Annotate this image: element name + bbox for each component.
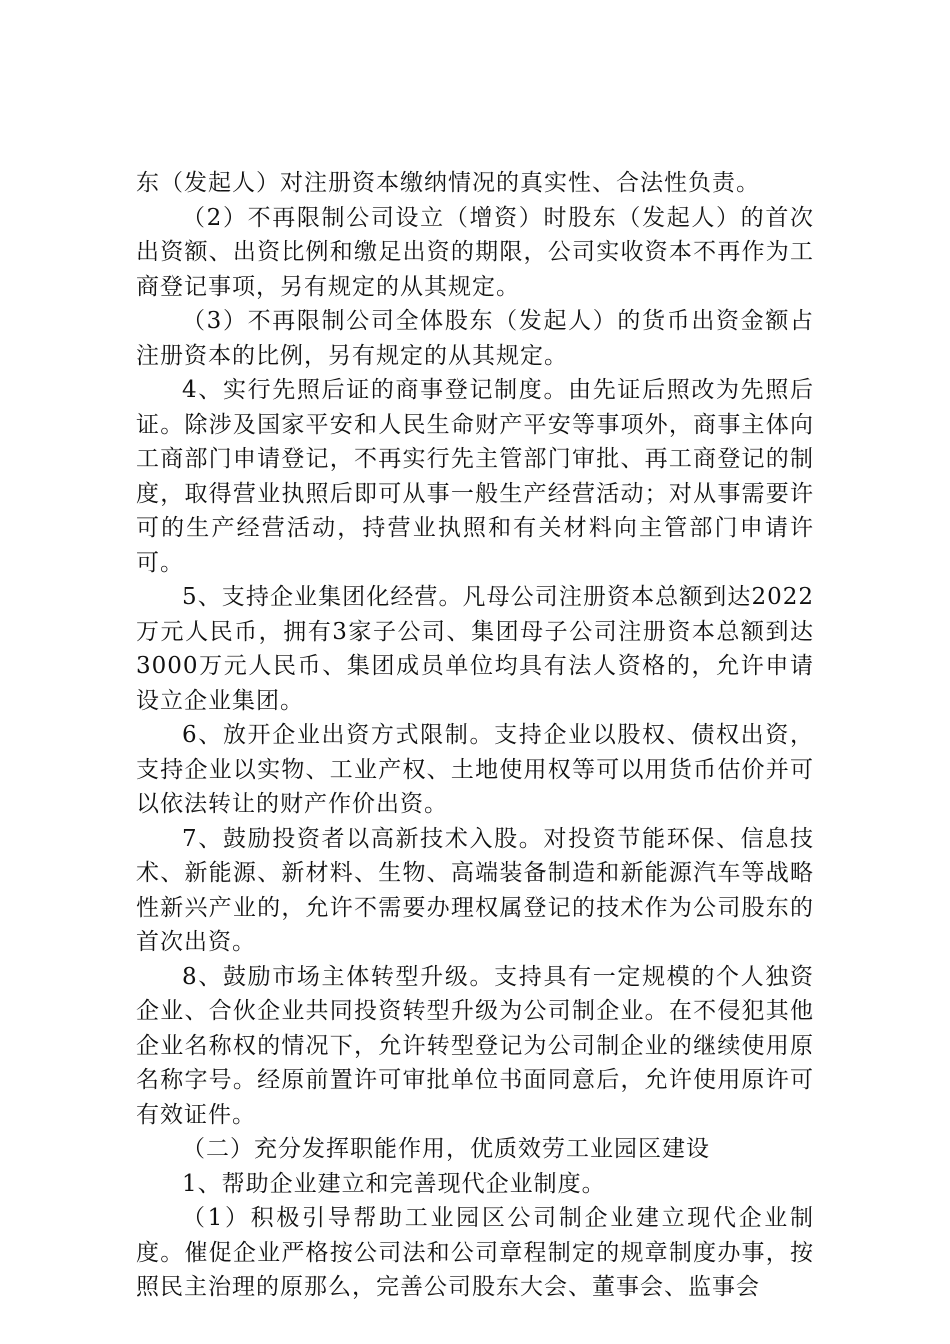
paragraph-subitem-1: （1）积极引导帮助工业园区公司制企业建立现代企业制度。催促企业严格按公司法和公司章程制定的规章制度办事，按照民主治理的原那么，完善公司股东大会、董事会、监事会 [136,1205,814,1300]
paragraph-section-8: 8、鼓励市场主体转型升级。支持具有一定规模的个人独资企业、合伙企业共同投资转型升级为公司制企业。在不侵犯其他企业名称权的情况下，允许转型登记为公司制企业的继续使用原名称字号。经原前置许可审批单位书面同意后，允许使用原许可有效证件。 [136,963,814,1128]
paragraph-section-6: 6、放开企业出资方式限制。支持企业以股权、债权出资，支持企业以实物、工业产权、土地使用权等可以用货币估价并可以依法转让的财产作价出资。 [136,722,814,817]
paragraph-item-2: （2）不再限制公司设立（增资）时股东（发起人）的首次出资额、出资比例和缴足出资的期限，公司实收资本不再作为工商登记事项，另有规定的从其规定。 [136,204,814,300]
document-body [136,166,814,1305]
paragraph-section-7: 7、鼓励投资者以高新技术入股。对投资节能环保、信息技术、新能源、新材料、生物、高端装备制造和新能源汽车等战略性新兴产业的，允许不需要办理权属登记的技术作为公司股东的首次出资。 [136,825,814,955]
subsection-heading-1: 1、帮助企业建立和完善现代企业制度。 [182,1170,606,1197]
paragraph-continuation: 东（发起人）对注册资本缴纳情况的真实性、合法性负责。 [136,170,760,196]
section-heading-2: （二）充分发挥职能作用，优质效劳工业园区建设 [182,1136,710,1162]
paragraph-section-4: 4、实行先照后证的商事登记制度。由先证后照改为先照后证。除涉及国家平安和人民生命财产平安等事项外，商事主体向工商部门申请登记，不再实行先主管部门审批、再工商登记的制度，取得营业执照后即可从事一般生产经营活动；对从事需要许可的生产经营活动，持营业执照和有关材料向主管部门申请许可。 [136,377,814,576]
paragraph-section-5: 5、支持企业集团化经营。凡母公司注册资本总额到达2022万元人民币，拥有3家子公司、集团母子公司注册资本总额到达3000万元人民币、集团成员单位均具有法人资格的，允许申请设立企业集团。 [136,584,814,714]
paragraph-item-3: （3）不再限制公司全体股东（发起人）的货币出资金额占注册资本的比例，另有规定的从其规定。 [136,308,814,369]
